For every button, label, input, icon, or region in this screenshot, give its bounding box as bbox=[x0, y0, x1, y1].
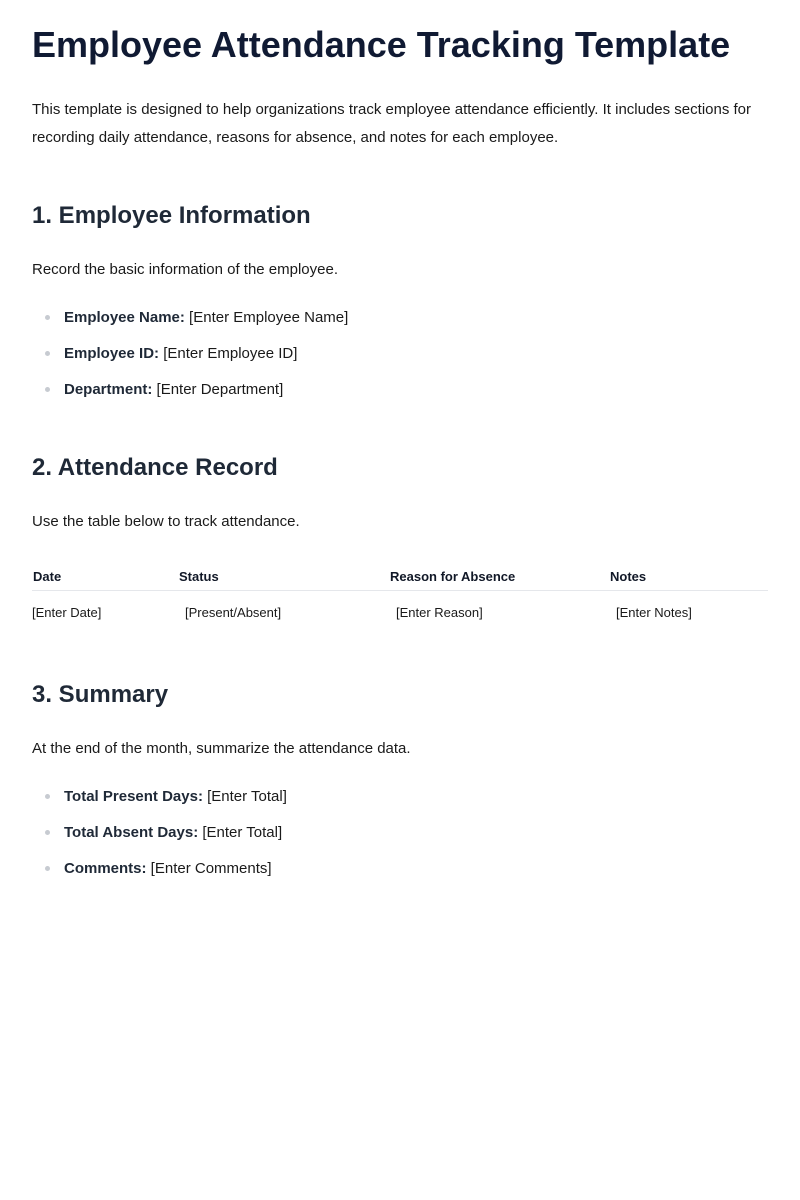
bullet-icon bbox=[45, 830, 50, 835]
bullet-icon bbox=[45, 866, 50, 871]
field-label: Total Present Days: bbox=[64, 788, 203, 805]
section-heading-employee-information: 1. Employee Information bbox=[32, 202, 311, 229]
field-placeholder: [Enter Department] bbox=[152, 381, 284, 398]
list-item-total-present-days bbox=[32, 779, 287, 815]
field-placeholder: [Enter Total] bbox=[198, 824, 283, 841]
bullet-icon bbox=[45, 351, 50, 356]
table-cell-notes: [Enter Notes] bbox=[616, 604, 692, 620]
column-header-status: Status bbox=[178, 562, 389, 591]
column-header-notes: Notes bbox=[609, 562, 768, 591]
section-heading-attendance-record: 2. Attendance Record bbox=[32, 454, 278, 481]
field-placeholder: [Enter Employee Name] bbox=[184, 309, 349, 326]
field-label: Employee ID: bbox=[64, 345, 160, 362]
attendance-table bbox=[32, 562, 768, 633]
bullet-icon bbox=[45, 794, 50, 799]
list-item-employee-id bbox=[32, 336, 348, 372]
table-cell-status: [Present/Absent] bbox=[185, 604, 282, 620]
column-header-reason: Reason for Absence bbox=[389, 562, 609, 591]
summary-list bbox=[32, 779, 287, 887]
field-label: Department: bbox=[64, 381, 153, 398]
list-item-comments bbox=[32, 851, 287, 887]
employee-information-list bbox=[32, 300, 348, 408]
section-description-employee-information: Record the basic information of the employee. bbox=[32, 261, 338, 278]
column-header-date: Date bbox=[32, 562, 178, 591]
bullet-icon bbox=[45, 315, 50, 320]
section-heading-summary: 3. Summary bbox=[32, 681, 169, 708]
field-label: Comments: bbox=[64, 860, 147, 877]
table-cell-reason: [Enter Reason] bbox=[396, 604, 483, 620]
field-placeholder: [Enter Total] bbox=[202, 788, 287, 805]
bullet-icon bbox=[45, 387, 50, 392]
section-description-summary: At the end of the month, summarize the attendance data. bbox=[32, 740, 411, 757]
field-label: Employee Name: bbox=[64, 309, 185, 326]
field-placeholder: [Enter Comments] bbox=[146, 860, 272, 877]
table-cell-date: [Enter Date] bbox=[32, 604, 102, 620]
list-item-department bbox=[32, 372, 348, 408]
list-item-employee-name bbox=[32, 300, 348, 336]
field-placeholder: [Enter Employee ID] bbox=[159, 345, 298, 362]
document-title: Employee Attendance Tracking Template bbox=[32, 24, 731, 65]
table-header-row bbox=[32, 562, 768, 591]
field-label: Total Absent Days: bbox=[64, 824, 199, 841]
section-description-attendance-record: Use the table below to track attendance. bbox=[32, 513, 300, 530]
table-row bbox=[32, 591, 768, 634]
list-item-total-absent-days bbox=[32, 815, 287, 851]
intro-paragraph: This template is designed to help organizations track employee attendance efficiently. It includes sections for recording daily attendance, reasons for absence, and notes for each employee. bbox=[32, 101, 752, 146]
